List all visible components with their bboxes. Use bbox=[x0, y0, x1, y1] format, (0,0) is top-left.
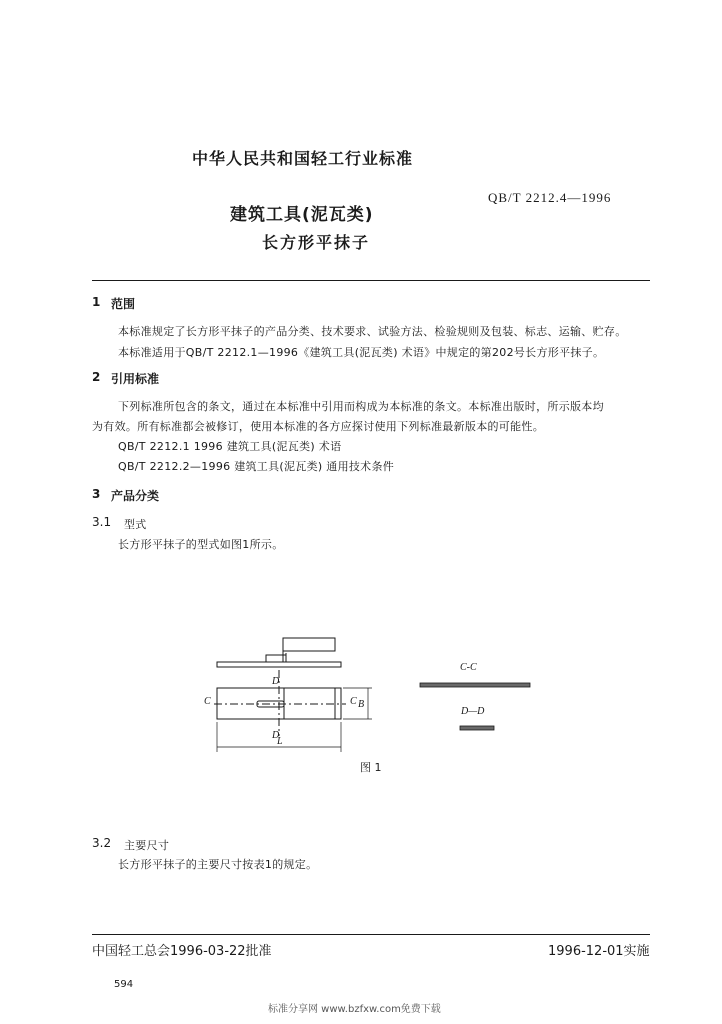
side-view bbox=[217, 638, 341, 667]
footer-rule bbox=[92, 934, 650, 935]
approval-date: 中国轻工总会1996-03-22批准 bbox=[92, 944, 272, 959]
label-c: C bbox=[204, 696, 211, 707]
label-d-bottom: D bbox=[272, 730, 280, 741]
header-rule bbox=[92, 280, 650, 281]
section-2-title: 引用标准 bbox=[111, 372, 160, 386]
section-2-number: 2 bbox=[92, 370, 101, 384]
section-3-number: 3 bbox=[92, 487, 101, 501]
label-b: B bbox=[358, 699, 365, 710]
section-2-paragraph-2: 为有效。所有标准都会被修订，使用本标准的各方应探讨使用下列标准最新版本的可能性。 bbox=[92, 420, 544, 433]
label-d-top: D bbox=[272, 676, 280, 687]
reference-1: QB/T 2212.1 1996 建筑工具(泥瓦类) 术语 bbox=[118, 440, 342, 453]
section-1-title: 范围 bbox=[111, 297, 136, 311]
subsection-3-2-text: 长方形平抹子的主要尺寸按表1的规定。 bbox=[118, 858, 318, 871]
reference-2: QB/T 2212.2—1996 建筑工具(泥瓦类) 通用技术条件 bbox=[118, 460, 395, 473]
figure-1-caption: 图 1 bbox=[360, 761, 382, 774]
section-c-c-label: C-C bbox=[460, 662, 477, 673]
subsection-3-1-title: 型式 bbox=[124, 518, 147, 531]
label-c-right: C bbox=[350, 696, 357, 707]
document-title-line1: 建筑工具(泥瓦类) bbox=[230, 205, 374, 225]
section-d-d-profile bbox=[460, 726, 494, 730]
top-view bbox=[214, 670, 372, 752]
section-d-d-label: D—D bbox=[461, 706, 485, 717]
standard-code: QB/T 2212.4—1996 bbox=[488, 190, 612, 205]
subsection-3-1-text: 长方形平抹子的型式如图1所示。 bbox=[118, 538, 284, 551]
section-2-paragraph-1: 下列标准所包含的条文，通过在本标准中引用而构成为本标准的条文。本标准出版时，所示版本均 bbox=[118, 400, 604, 413]
figure-1-drawing bbox=[196, 628, 546, 768]
effective-date: 1996-12-01实施 bbox=[548, 944, 650, 959]
section-1-number: 1 bbox=[92, 295, 101, 309]
section-c-c-profile bbox=[420, 683, 530, 687]
page-number: 594 bbox=[114, 979, 134, 990]
subsection-3-1-number: 3.1 bbox=[92, 515, 112, 529]
section-3-title: 产品分类 bbox=[111, 489, 160, 503]
watermark-text: 标准分享网 www.bzfxw.com免费下载 bbox=[268, 1004, 441, 1015]
section-1-paragraph-2: 本标准适用于QB/T 2212.1—1996《建筑工具(泥瓦类) 术语》中规定的第202号长方形平抹子。 bbox=[118, 346, 605, 359]
issuing-organization: 中华人民共和国轻工行业标准 bbox=[192, 149, 414, 168]
subsection-3-2-title: 主要尺寸 bbox=[124, 839, 170, 852]
subsection-3-2-number: 3.2 bbox=[92, 836, 112, 850]
section-1-paragraph-1: 本标准规定了长方形平抹子的产品分类、技术要求、试验方法、检验规则及包装、标志、运输、贮存。 bbox=[118, 325, 627, 338]
document-title-line2: 长方形平抹子 bbox=[262, 233, 371, 252]
label-l: L bbox=[277, 736, 283, 747]
